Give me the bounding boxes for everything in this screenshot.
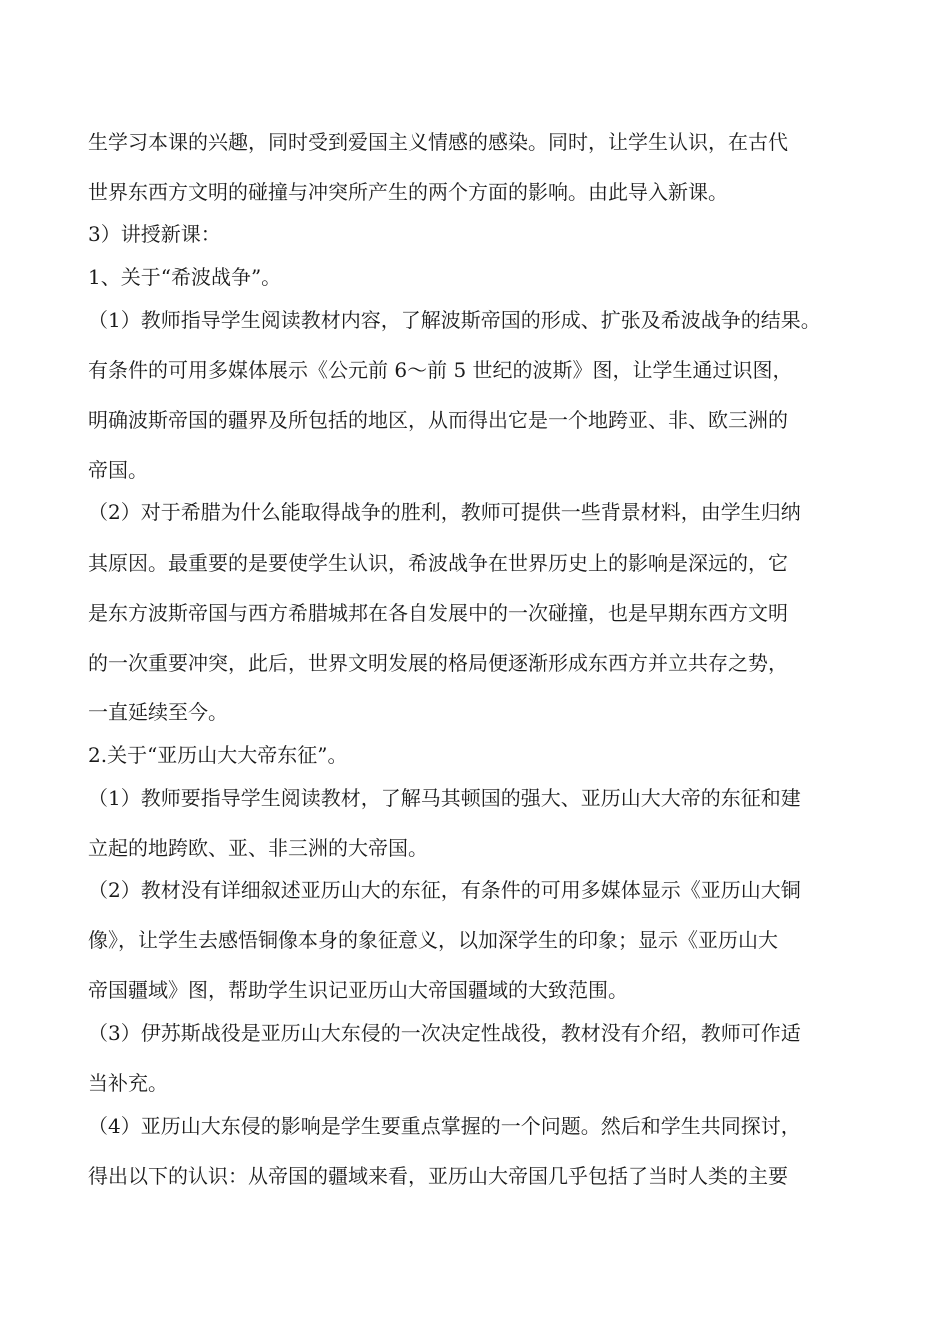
text-line: 帝国疆域》图，帮助学生识记亚历山大帝国疆域的大致范围。 — [88, 978, 628, 1002]
text-line: （2）对于希腊为什么能取得战争的胜利，教师可提供一些背景材料，由学生归纳 — [88, 500, 801, 524]
text-line: （1）教师要指导学生阅读教材，了解马其顿国的强大、亚历山大大帝的东征和建 — [88, 786, 801, 810]
text-line: 明确波斯帝国的疆界及所包括的地区，从而得出它是一个地跨亚、非、欧三洲的 — [88, 408, 788, 432]
text-line: （3）伊苏斯战役是亚历山大东侵的一次决定性战役，教材没有介绍，教师可作适 — [88, 1021, 801, 1045]
text-line: （1）教师指导学生阅读教材内容，了解波斯帝国的形成、扩张及希波战争的结果。 — [88, 308, 821, 332]
text-line: 得出以下的认识：从帝国的疆域来看，亚历山大帝国几乎包括了当时人类的主要 — [88, 1164, 788, 1188]
text-line: 的一次重要冲突，此后，世界文明发展的格局便逐渐形成东西方并立共存之势， — [88, 651, 788, 675]
section-heading: 1、关于“希波战争”。 — [88, 265, 282, 289]
text-line: 其原因。最重要的是要使学生认识，希波战争在世界历史上的影响是深远的，它 — [88, 551, 788, 575]
section-heading: 2.关于“亚历山大大帝东征”。 — [88, 743, 348, 767]
text-line: （2）教材没有详细叙述亚历山大的东征，有条件的可用多媒体显示《亚历山大铜 — [88, 878, 801, 902]
text-line: 一直延续至今。 — [88, 700, 228, 724]
text-line: 生学习本课的兴趣，同时受到爱国主义情感的感染。同时，让学生认识，在古代 — [88, 130, 788, 154]
text-line: 帝国。 — [88, 458, 148, 482]
text-line: （4）亚历山大东侵的影响是学生要重点掌握的一个问题。然后和学生共同探讨， — [88, 1114, 801, 1138]
section-heading: 3）讲授新课： — [88, 222, 221, 246]
text-line: 像》，让学生去感悟铜像本身的象征意义，以加深学生的印象；显示《亚历山大 — [88, 928, 778, 952]
text-line: 是东方波斯帝国与西方希腊城邦在各自发展中的一次碰撞，也是早期东西方文明 — [88, 601, 788, 625]
text-line: 有条件的可用多媒体展示《公元前 6～前 5 世纪的波斯》图，让学生通过识图， — [88, 358, 793, 382]
text-line: 当补充。 — [88, 1071, 168, 1095]
text-line: 世界东西方文明的碰撞与冲突所产生的两个方面的影响。由此导入新课。 — [88, 180, 728, 204]
text-line: 立起的地跨欧、亚、非三洲的大帝国。 — [88, 836, 428, 860]
